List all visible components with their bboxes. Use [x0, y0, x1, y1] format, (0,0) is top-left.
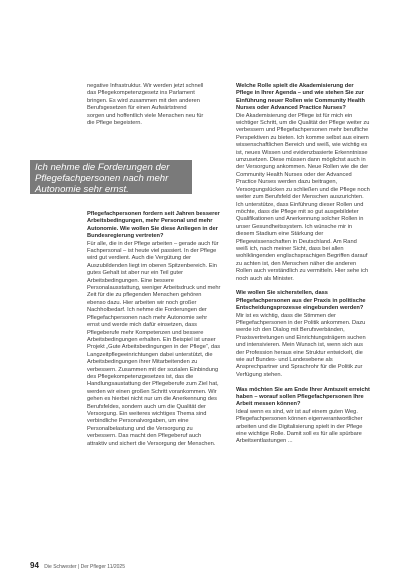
page-number: 94: [30, 561, 39, 570]
interview-question: Welche Rolle spielt die Akademisierung der Pflege in Ihrer Agenda – und wie stehen Sie zur Einführung neuer Rollen wie Community Health Nurses oder Advanced Practice Nurses?: [236, 83, 365, 112]
page-footer: [30, 561, 125, 570]
pull-quote-box: [30, 160, 192, 194]
running-title: Die Schwester | Der Pfleger 11/2025: [44, 564, 125, 570]
right-column: [236, 83, 370, 446]
left-top-line: Berufsgesetzen für einen Aufwärtstrend: [87, 105, 187, 112]
left-top-line: negative Infrastruktur. Wir werden jetzt schnell: [87, 83, 204, 89]
interview-answer: Für alle, die in der Pflege arbeiten – gerade auch für Fachpersonal – ist heute viel passiert. In der Pflege wird gut verdient. Auch die Vergütung der Auszubildenden liegt im oberen Spitzenbereich. Ein gutes Gehalt ist aber nur ein Teil guter Arbeitsbedingungen. Eine bessere Personalausstattung, weniger Arbeitsdruck und mehr Zeit für die zu pflegenden Menschen gehören ebenso dazu. Hier arbeiten wir noch großer Nachholbedarf. Ich nehme die Forderungen der Pflegefachpersonen nach mehr Autonomie sehr ernst und werde mich dafür einsetzen, dass Pflegeberufe mehr Kompetenzen und bessere Arbeitsbedingungen erhalten. Ein Beispiel ist unser Projekt „Gute Arbeitsbedingungen in der Pflege“, das Langzeitpflegeeinrichtungen dabei unterstützt, die Arbeitsbedingungen ihrer Mitarbeitenden zu verbessern. Zusammen mit der sozialen Einbindung des Pflegekompetenzgesetzes ist, das die Handlungsaustattung der Pflegeberufe zum Ziel hat, werden wir einen großen Schritt vorankommen. Wir gehen es hierbei nicht nur um die Anerkennung des Berufsfeldes, sondern auch um die Qualität der Versorgung. Ein weiteres wichtiges Thema sind verbindliche Personalvorgaben, um eine Personalbelastung und die Versorgung zu verbessern. Das macht den Pflegeberuf auch attraktiv und sichert die Versorgung der Menschen.: [87, 240, 221, 447]
left-column-top: [87, 83, 221, 127]
left-column-main: [87, 211, 221, 448]
pull-quote: Ich nehme die Forderungen der Pflegefachpersonen nach mehr Autonomie sehr ernst.: [35, 162, 170, 196]
interview-answer: Die Akademisierung der Pflege ist für mich ein wichtiger Schritt, um die Qualität der Pflege weiter zu verbessern und Pflegefachpersonen mehr berufliche Perspektiven zu bieten. Ich komme selbst aus einem wissenschaftlichen Bereich und weiß, wie wichtig es ist, neues Wissen und evidenzbasierte Erkenntnisse umzusetzen. Diese müssen dann möglichst auch in der Versorgung ankommen. Neue Rollen wie die der Community Health Nurses oder der Advanced Practice Nurses werden dazu beitragen, Versorgungslücken zu schließen und die Pflege noch weiter zum Berufsfeld der Menschen auszurichten. Ich unterstütze, dass Einführung dieser Rollen und möchte, dass die Pflege mit so gut ausgebildeter Qualifikationen und Anerkennung solcher Rollen in unser Gesundheitssystem. Ich wünsche mir in diesem Stadium eine Stärkung der Pflegewissenschaften in Deutschland. Am Rand weiß ich, nach meiner Sicht, dass bei allen wohlklingenden englischsprachigen Begriffen darauf zu achten ist, den Menschen näher die anderen Rollen auch verständlich zu vermitteln. Hier sehe ich noch auch als Minister.: [236, 112, 370, 282]
left-top-line: bringen. Es wird zusammen mit den anderen: [87, 97, 200, 104]
interview-answer: Ideal wenn es sind, wir ist auf einem guten Weg. Pflegefachpersonen können eigenverantwortlicher arbeiten und die Digitalisierung spielt in der Pflege eine wichtige Rolle. Damit soll es für alle spürbare Arbeitsentlastungen ...: [236, 408, 363, 445]
interview-question: Pflegefachpersonen fordern seit Jahren besserer Arbeitsbedingungen, mehr Personal und mehr Autonomie. Wie wollen Sie diese Anliegen in der Bundesregierung vertreten?: [87, 211, 220, 240]
left-top-line: die Pflege begeistern.: [87, 120, 143, 127]
interview-question: Was möchten Sie am Ende Ihrer Amtszeit erreicht haben – worauf sollen Pflegefachpersonen Ihre Arbeit messen können?: [236, 386, 370, 408]
left-top-line: das Pflegekompetenzgesetz ins Parlament: [87, 90, 195, 97]
left-top-line: sorgen und hoffentlich viele Menschen neu für: [87, 112, 204, 119]
interview-question: Wie wollen Sie sicherstellen, dass Pflegefachpersonen aus der Praxis in politische Entscheidungsprozesse eingebunden werden?: [236, 290, 366, 312]
interview-answer: Mir ist es wichtig, dass die Stimmen der Pflegefachpersonen in der Politik ankommen. Dazu werde ich den Dialog mit Berufsverbänden, Praxisvertretungen und Einrichtungsträgern suchen und intensivieren. Mein Wunsch ist, wenn sich aus der Profession heraus eine Struktur entwickelt, die wie auf Bundes- und Landesebene als Ansprechpartner und Sprachrohr für die Politik zur Verfügung stehen.: [236, 312, 366, 378]
